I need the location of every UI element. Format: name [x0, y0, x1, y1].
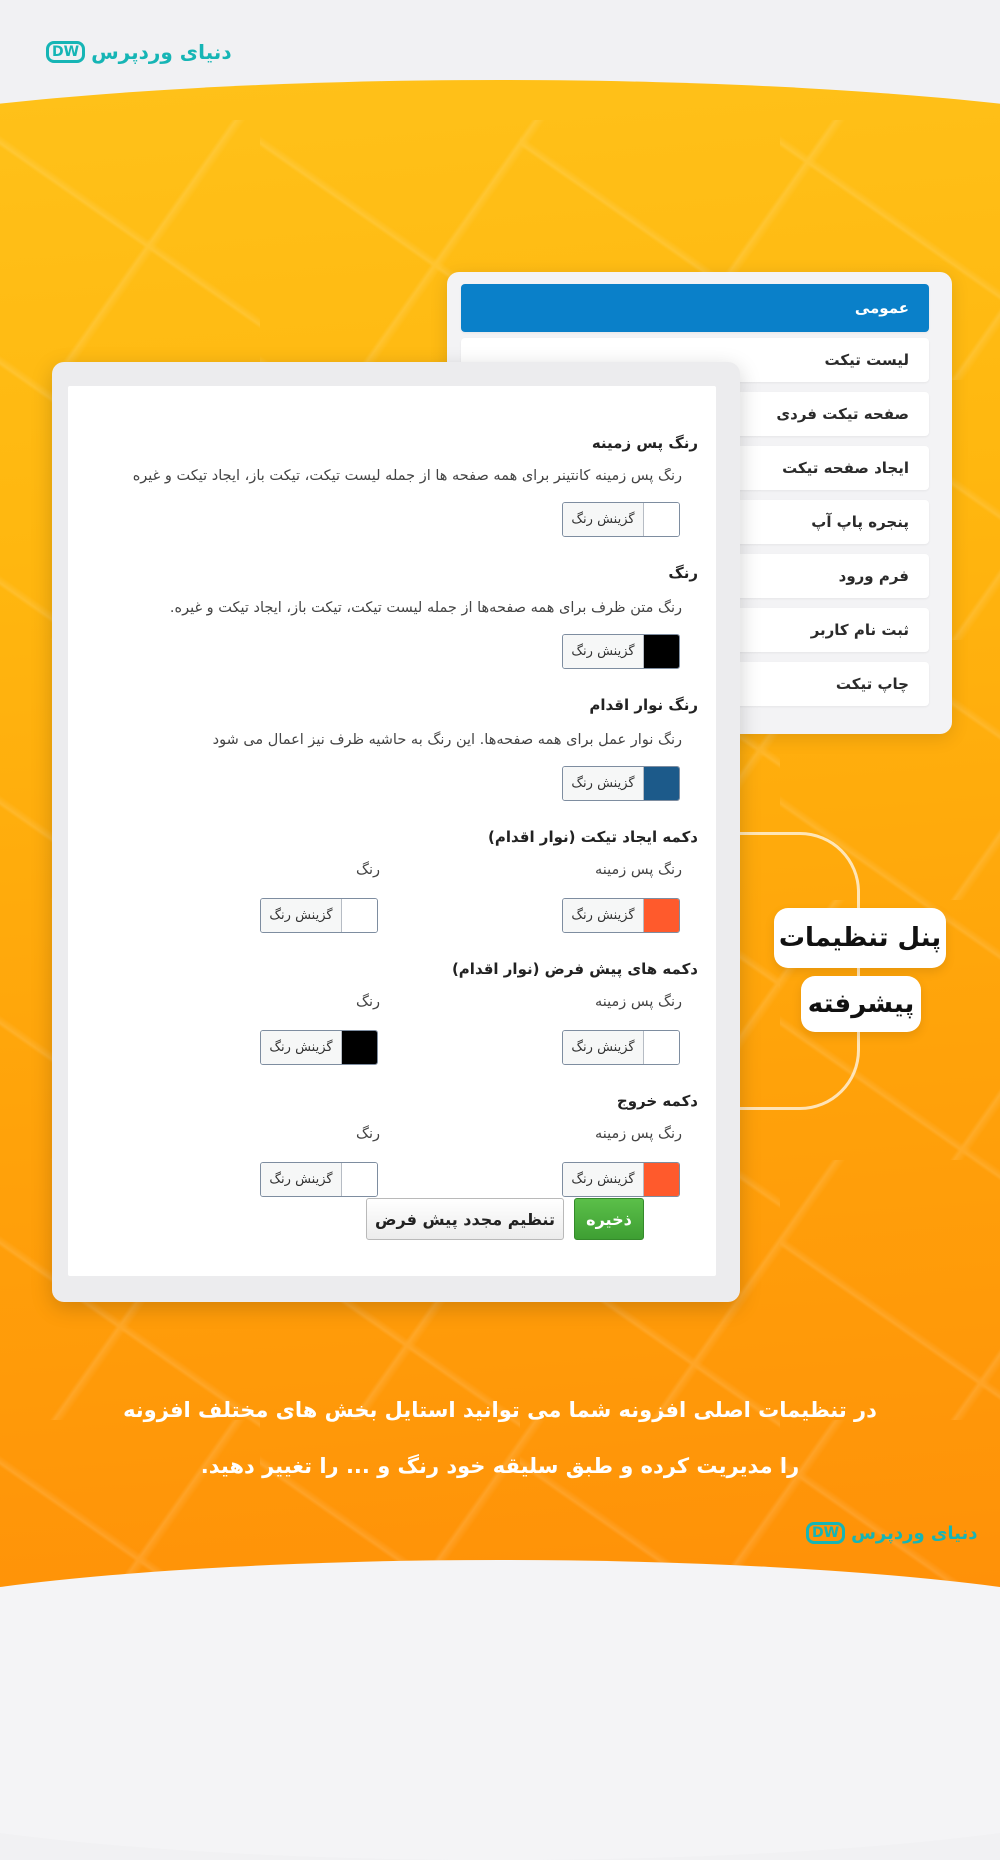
- create-ticket-color-picker[interactable]: [260, 898, 378, 933]
- color-swatch: [644, 1163, 679, 1196]
- logout-bg-picker[interactable]: [562, 1162, 680, 1197]
- background-color-picker[interactable]: [562, 502, 680, 537]
- bottom-background: [0, 1560, 1000, 1860]
- action-bar-color-title: رنگ نوار اقدام: [589, 696, 698, 714]
- action-bar-color-desc: رنگ نوار عمل برای همه صفحه‌ها. این رنگ به حاشیه ظرف نیز اعمال می شود: [212, 732, 682, 748]
- color-swatch: [342, 899, 377, 932]
- color-picker-label: گزینش رنگ: [261, 899, 342, 932]
- sidebar-item-single-ticket[interactable]: صفحه تیکت فردی: [461, 392, 929, 436]
- color-picker-label: گزینش رنگ: [563, 635, 644, 668]
- color-picker-label: گزینش رنگ: [261, 1163, 342, 1196]
- color-swatch: [342, 1031, 377, 1064]
- brand-logo-bottom: [806, 1522, 978, 1544]
- feature-label-line2: پیشرفته: [801, 976, 921, 1032]
- color-picker-label: گزینش رنگ: [563, 1031, 644, 1064]
- background-color-title: رنگ پس زمینه: [591, 434, 698, 452]
- default-buttons-bg-picker[interactable]: [562, 1030, 680, 1065]
- default-buttons-color-label: رنگ: [355, 994, 380, 1010]
- color-swatch: [644, 635, 679, 668]
- brand-logo-text: دنیای وردپرس: [91, 40, 232, 64]
- create-ticket-button-title: دکمه ایجاد تیکت (نوار اقدام): [487, 828, 698, 846]
- color-picker-label: گزینش رنگ: [563, 503, 644, 536]
- action-bar-color-picker[interactable]: [562, 766, 680, 801]
- caption-line1: در تنظیمات اصلی افزونه شما می توانید استایل بخش های مختلف افزونه: [123, 1398, 877, 1422]
- settings-panel: [52, 362, 740, 1302]
- connector-line: [740, 832, 860, 1110]
- color-picker-label: گزینش رنگ: [563, 1163, 644, 1196]
- brand-logo-mark: DW: [46, 41, 85, 63]
- sidebar-item-create-ticket[interactable]: ایجاد صفحه تیکت: [461, 446, 929, 490]
- logout-color-picker[interactable]: [260, 1162, 378, 1197]
- color-swatch: [644, 503, 679, 536]
- sidebar-item-popup[interactable]: پنجره پاپ آپ: [461, 500, 929, 544]
- logout-button-title: دکمه خروج: [616, 1092, 698, 1110]
- sidebar-item-print-ticket[interactable]: چاپ تیکت: [461, 662, 929, 706]
- logout-bg-label: رنگ پس زمینه: [594, 1126, 682, 1142]
- brand-logo-mark: DW: [806, 1522, 845, 1544]
- create-ticket-color-label: رنگ: [355, 862, 380, 878]
- feature-label-line1: پنل تنظیمات: [774, 908, 946, 968]
- color-picker-label: گزینش رنگ: [563, 899, 644, 932]
- caption-line2: را مدیریت کرده و طبق سلیقه خود رنگ و ... را تغییر دهید.: [200, 1454, 800, 1478]
- color-swatch: [644, 1031, 679, 1064]
- color-picker-label: گزینش رنگ: [261, 1031, 342, 1064]
- sidebar-item-user-registration[interactable]: ثبت نام کاربر: [461, 608, 929, 652]
- text-color-picker[interactable]: [562, 634, 680, 669]
- reset-defaults-button[interactable]: تنظیم مجدد پیش فرض: [366, 1198, 564, 1240]
- settings-form: [68, 386, 716, 1276]
- sidebar-item-ticket-list[interactable]: لیست تیکت: [461, 338, 929, 382]
- default-buttons-color-picker[interactable]: [260, 1030, 378, 1065]
- save-button[interactable]: ذخیره: [574, 1198, 644, 1240]
- color-swatch: [644, 767, 679, 800]
- sidebar-item-general[interactable]: عمومی: [461, 284, 929, 332]
- brand-logo-text: دنیای وردپرس: [851, 1522, 978, 1544]
- text-color-title: رنگ: [668, 564, 698, 582]
- color-swatch: [644, 899, 679, 932]
- color-picker-label: گزینش رنگ: [563, 767, 644, 800]
- background-color-desc: رنگ پس زمینه کانتینر برای همه صفحه ها از جمله لیست تیکت، تیکت باز، ایجاد تیکت و غیره: [132, 468, 682, 484]
- logout-color-label: رنگ: [355, 1126, 380, 1142]
- default-buttons-title: دکمه های پیش فرض (نوار اقدام): [451, 960, 698, 978]
- create-ticket-bg-picker[interactable]: [562, 898, 680, 933]
- color-swatch: [342, 1163, 377, 1196]
- sidebar-item-login-form[interactable]: فرم ورود: [461, 554, 929, 598]
- brand-logo-top: [46, 40, 232, 64]
- text-color-desc: رنگ متن ظرف برای همه صفحه‌ها از جمله لیست تیکت، تیکت باز، ایجاد تیکت و غیره.: [169, 600, 682, 616]
- default-buttons-bg-label: رنگ پس زمینه: [594, 994, 682, 1010]
- create-ticket-bg-label: رنگ پس زمینه: [594, 862, 682, 878]
